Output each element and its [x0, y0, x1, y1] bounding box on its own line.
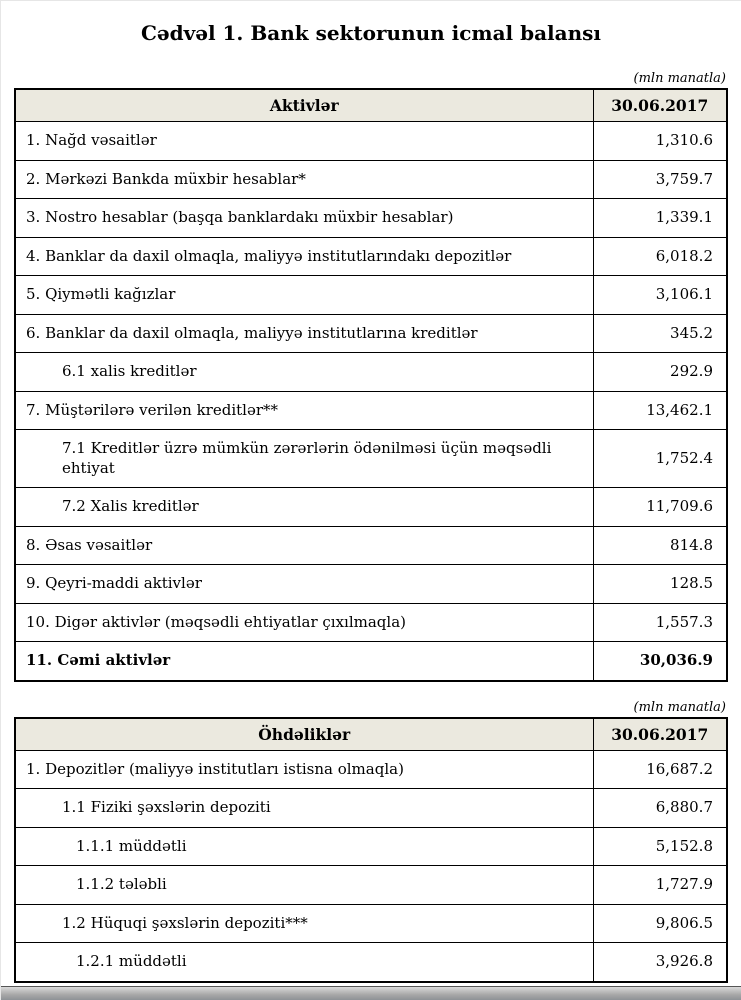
row-label: 7.1 Kreditlər üzrə mümkün zərərlərin ödənilməsi üçün məqsədli ehtiyat	[15, 430, 593, 488]
row-value: 345.2	[593, 314, 727, 353]
table-row	[15, 866, 727, 905]
row-label: 10. Digər aktivlər (məqsədli ehtiyatlar çıxılmaqla)	[15, 603, 593, 642]
row-value: 9,806.5	[593, 904, 727, 943]
assets-table	[14, 88, 728, 682]
liabilities-header-date: 30.06.2017	[593, 718, 727, 751]
row-value: 1,752.4	[593, 430, 727, 488]
row-label: 1.2.1 müddətli	[15, 943, 593, 982]
row-value: 11,709.6	[593, 488, 727, 527]
row-label: 7. Müştərilərə verilən kreditlər**	[15, 391, 593, 430]
row-label: 1.2 Hüquqi şəxslərin depoziti***	[15, 904, 593, 943]
row-value: 3,106.1	[593, 276, 727, 315]
table-row	[15, 122, 727, 161]
row-label: 2. Mərkəzi Bankda müxbir hesablar*	[15, 160, 593, 199]
row-label: 1.1.2 tələbli	[15, 866, 593, 905]
row-value: 6,018.2	[593, 237, 727, 276]
assets-table-body	[15, 122, 727, 681]
table-row	[15, 603, 727, 642]
table-row	[15, 642, 727, 681]
table-row	[15, 160, 727, 199]
row-label: 11. Cəmi aktivlər	[15, 642, 593, 681]
assets-header-date: 30.06.2017	[593, 89, 727, 122]
page-title: Cədvəl 1. Bank sektorunun icmal balansı	[140, 21, 602, 45]
row-value: 1,310.6	[593, 122, 727, 161]
unit-note-liabilities: (mln manatla)	[633, 699, 726, 715]
row-value: 3,759.7	[593, 160, 727, 199]
table-row	[15, 353, 727, 392]
table-row	[15, 943, 727, 982]
table-row	[15, 526, 727, 565]
row-value: 128.5	[593, 565, 727, 604]
row-label: 6. Banklar da daxil olmaqla, maliyyə institutlarına kreditlər	[15, 314, 593, 353]
table-row	[15, 750, 727, 789]
row-label: 6.1 xalis kreditlər	[15, 353, 593, 392]
row-label: 8. Əsas vəsaitlər	[15, 526, 593, 565]
row-label: 9. Qeyri-maddi aktivlər	[15, 565, 593, 604]
table-row	[15, 488, 727, 527]
liabilities-header-row	[15, 718, 727, 751]
table-row	[15, 827, 727, 866]
table-row	[15, 237, 727, 276]
table-row	[15, 430, 727, 488]
row-value: 292.9	[593, 353, 727, 392]
row-label: 1.1 Fiziki şəxslərin depoziti	[15, 789, 593, 828]
row-value: 814.8	[593, 526, 727, 565]
row-label: 3. Nostro hesablar (başqa banklardakı müxbir hesablar)	[15, 199, 593, 238]
assets-header-title: Aktivlər	[15, 89, 593, 122]
table-row	[15, 391, 727, 430]
row-label: 7.2 Xalis kreditlər	[15, 488, 593, 527]
row-label: 1. Nağd vəsaitlər	[15, 122, 593, 161]
table-row	[15, 904, 727, 943]
row-value: 1,727.9	[593, 866, 727, 905]
row-value: 6,880.7	[593, 789, 727, 828]
row-label: 4. Banklar da daxil olmaqla, maliyyə institutlarındakı depozitlər	[15, 237, 593, 276]
row-value: 16,687.2	[593, 750, 727, 789]
table-row	[15, 199, 727, 238]
page-cut-shadow	[1, 986, 741, 1000]
row-value: 13,462.1	[593, 391, 727, 430]
liabilities-header-title: Öhdəliklər	[15, 718, 593, 751]
row-value: 3,926.8	[593, 943, 727, 982]
table-row	[15, 789, 727, 828]
row-value: 30,036.9	[593, 642, 727, 681]
row-label: 1.1.1 müddətli	[15, 827, 593, 866]
row-label: 1. Depozitlər (maliyyə institutları istisna olmaqla)	[15, 750, 593, 789]
assets-header-row	[15, 89, 727, 122]
unit-note-assets: (mln manatla)	[633, 71, 726, 86]
row-value: 5,152.8	[593, 827, 727, 866]
table-row	[15, 276, 727, 315]
row-value: 1,339.1	[593, 199, 727, 238]
table-row	[15, 314, 727, 353]
row-value: 1,557.3	[593, 603, 727, 642]
liabilities-table	[14, 717, 728, 983]
table-row	[15, 565, 727, 604]
liabilities-table-body	[15, 750, 727, 982]
row-label: 5. Qiymətli kağızlar	[15, 276, 593, 315]
